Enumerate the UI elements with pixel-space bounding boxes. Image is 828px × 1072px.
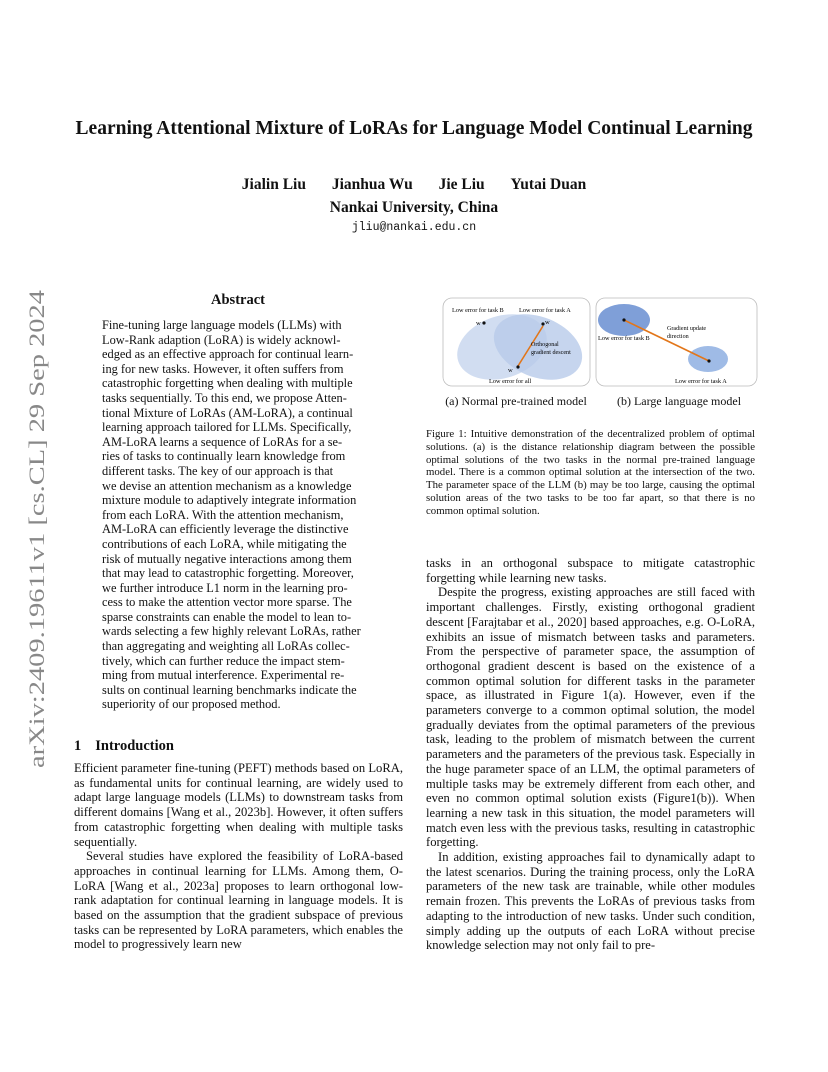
abstract-line: edged as an effective approach for continual learn- [102, 347, 354, 362]
point-wb-llm [622, 318, 625, 321]
abstract-line: sults on continual learning benchmarks indicate the [102, 682, 357, 697]
abstract-line: learning approach tailored for LLMs. Specifically, [102, 420, 352, 435]
arxiv-stamp [22, 288, 50, 768]
label-task-a-llm: Low error for task A [675, 378, 727, 385]
paragraph: Several studies have explored the feasibility of LoRA-based approaches in continual learning for LLMs. Among them, O-LoRA [Wang et al., 2023a] proposes to learn orthogonal low-rank adaptation for continual learning in language models. It is based on the assumption that the gradient subspace of previous tasks can be represented by LoRA parameters, which enables the model to progressively learn new [74, 849, 403, 952]
abstract-line: we devise an attention mechanism as a knowledge [102, 478, 352, 493]
intro-text [74, 761, 403, 952]
author-name: Jianhua Wu [331, 176, 413, 193]
abstract-line: mixture module to adaptively integrate information [102, 493, 357, 508]
label-wa: w [545, 319, 550, 326]
abstract-line: Low-Rank adaption (LoRA) is widely acknowl- [102, 332, 341, 347]
affiliation: Nankai University, China [329, 199, 499, 216]
abstract-line: wards selecting a few highly relevant LoRAs, rather [102, 624, 361, 639]
abstract-line: tional Mixture of LoRAs (AM-LoRA), a continual [102, 405, 353, 420]
figure-1-diagram [440, 297, 760, 389]
abstract-line: tasks sequentially. To this end, we propose Atten- [102, 390, 347, 405]
abstract-line: from each LoRA. With the attention mechanism, [102, 507, 344, 522]
point-wa-llm [707, 359, 710, 362]
label-low-error-all: Low error for all [489, 378, 532, 385]
point-wab [516, 365, 519, 368]
abstract-line: we further introduce L1 norm in the learning pro- [102, 580, 348, 595]
abstract-line: superiority of our proposed method. [102, 697, 281, 712]
label-gradient-update: Gradient update [667, 326, 707, 332]
abstract-line: AM-LoRA learns a sequence of LoRAs for a se- [102, 434, 343, 449]
arxiv-stamp-graphic [22, 288, 50, 768]
label-orthogonal: Orthogonal [531, 342, 559, 348]
author-list [0, 176, 828, 194]
arxiv-stamp-text: arXiv:2409.19611v1 [cs.CL] 29 Sep 2024 [24, 390, 49, 768]
label-wab: w [508, 367, 513, 374]
author-name: Jie Liu [438, 176, 485, 193]
abstract-line: different tasks. The key of our approach is that [102, 463, 334, 478]
paragraph: Despite the progress, existing approaches are still faced with important challenges. Firstly, existing orthogonal gradient descent [Farajtabar et al., 2020] based approaches, e.g. O-LoRA, exhibits an issue of mismatch between tasks and parameters. From the perspective of parameter space, the assumption of orthogonal gradient descent is based on the existence of a common optimal solution for different tasks in the parameter space, as illustrated in Figure 1(a). However, even if the parameters converge to a common optimal solution, the model gradually deviates from the optimal parameters of the previous task, leading to the problem of mismatch between the current parameters and the parameters of the previous task. Especially in the huge parameter space of an LLM, the optimal parameters of multiple tasks may be extremely different from each other, and even no common optimal solution exists (Figure1(b)). When learning a new task in this situation, the model parameters will match even less with the previous tasks, resulting in catastrophic forgetting. [426, 585, 755, 850]
label-direction: direction [667, 334, 689, 340]
label-task-b: Low error for task B [452, 307, 504, 314]
author-name: Jialin Liu [241, 176, 306, 193]
section-title: Introduction [95, 738, 174, 754]
subfigure-caption-b: (b) Large language model [616, 394, 742, 408]
abstract-line: ing for new tasks. However, it often suffers from [102, 361, 344, 376]
abstract-body [102, 318, 374, 712]
task-a-region-llm [688, 346, 728, 372]
abstract-line: catastrophic forgetting when dealing with multiple [102, 376, 353, 391]
author-name: Yutai Duan [510, 176, 587, 193]
figure-1 [440, 297, 760, 389]
abstract-line: risk of mutually negative interactions among them [102, 551, 352, 566]
abstract-heading: Abstract [211, 292, 265, 308]
email-address: jliu@nankai.edu.cn [351, 221, 477, 234]
paragraph: In addition, existing approaches fail to dynamically adapt to the latest scenarios. During the training process, only the LoRA parameters of the new task are trainable, while other modules remain frozen. This prevents the LoRAs of previous tasks from adapting to the introduction of new tasks. Under such condition, simply adding up the outputs of each LoRA without precise knowledge selection may not only fail to pre- [426, 850, 755, 953]
label-task-a: Low error for task A [519, 307, 571, 314]
abstract-line: than aggregating and weighting all LoRAs collec- [102, 639, 350, 654]
section-number: 1 [74, 738, 82, 754]
right-column-text [426, 556, 755, 953]
abstract-line: Fine-tuning large language models (LLMs) with [102, 318, 342, 332]
abstract-line: ries of tasks to continually learn knowledge from [102, 449, 346, 464]
abstract-line: cess to make the attention vector more sparse. The [102, 595, 352, 610]
subfigure-caption-a: (a) Normal pre-trained model [445, 394, 587, 408]
point-wb [482, 321, 485, 324]
label-gradient-descent: gradient descent [531, 350, 571, 356]
abstract-line: ming from mutual interference. Experimental re- [102, 668, 345, 683]
label-task-b-llm: Low error for task B [598, 335, 650, 342]
abstract-line: tively, which can further reduce the impact stem- [102, 653, 345, 668]
section-heading [74, 738, 174, 755]
paragraph: Efficient parameter fine-tuning (PEFT) methods based on LoRA, as fundamental units for continual learning, are widely used to adapt large language models (LLMs) to downstream tasks from different domains [Wang et al., 2023b]. However, it often suffers from catastrophic forgetting when dealing with multiple tasks sequentially. [74, 761, 403, 849]
figure-caption: Figure 1: Intuitive demonstration of the decentralized problem of optimal solutions. (a) is the distance relationship diagram between the possible optimal solutions of the two tasks in the normal pre-trained language model. There is a common optimal solution at the intersection of the two. The parameter space of the LLM (b) may be too large, causing the optimal solution areas of the two tasks to be too far apart, so that there is no common optimal solution. [426, 428, 755, 517]
abstract-line: sparse constraints can enable the model to lean to- [102, 609, 352, 624]
abstract-line: AM-LoRA can efficiently leverage the distinctive [102, 522, 349, 537]
abstract-line: that may lead to catastrophic forgetting. Moreover, [102, 566, 354, 581]
label-wb: w [476, 320, 481, 327]
paragraph: tasks in an orthogonal subspace to mitigate catastrophic forgetting while learning new tasks. [426, 556, 755, 585]
abstract-line: contributions of each LoRA, while mitigating the [102, 536, 347, 551]
paper-title: Learning Attentional Mixture of LoRAs for Language Model Continual Learning [75, 118, 753, 139]
